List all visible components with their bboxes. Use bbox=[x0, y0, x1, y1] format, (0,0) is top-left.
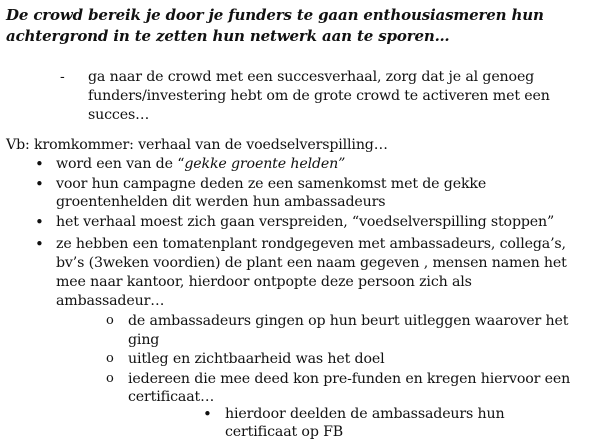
dash-item-line-1: ga naar de crowd met een succesverhaal, zorg dat je al genoeg bbox=[88, 69, 535, 85]
bullet-marker: • bbox=[35, 175, 44, 193]
sub-item-2-line-1: uitleg en zichtbaarheid was het doel bbox=[128, 351, 385, 367]
bullet-2-line-1: voor hun campagne deden ze een samenkomst met de gekke bbox=[56, 176, 487, 192]
bullet-4-line-4: ambassadeur… bbox=[56, 293, 165, 309]
dash-item-line-2: funders/investering hebt om de grote crowd te activeren met een bbox=[88, 88, 550, 104]
sub-sub-item-line-1: hierdoor deelden de ambassadeurs hun bbox=[225, 406, 505, 422]
bullet-marker: • bbox=[35, 213, 44, 231]
dash-item-line-3: succes… bbox=[88, 107, 150, 123]
heading-line-2: achtergrond in te zetten hun netwerk aan te sporen… bbox=[6, 27, 450, 45]
sub-item-1-line-2: ging bbox=[128, 332, 160, 348]
sub-sub-item-line-2: certificaat op FB bbox=[225, 424, 344, 440]
bullet-1-prefix: word een van de “ bbox=[56, 156, 185, 172]
bullet-2-line-2: groentenhelden dit werden hun ambassadeurs bbox=[56, 194, 386, 210]
bullet-4-line-3: mee naar kantoor, hierdoor ontpopte deze persoon zich als bbox=[56, 274, 472, 290]
sub-item-marker: o bbox=[106, 351, 114, 366]
bullet-marker: • bbox=[35, 235, 44, 253]
sub-item-1-line-1: de ambassadeurs gingen op hun beurt uitleggen waarover het bbox=[128, 313, 569, 329]
bullet-4-line-1: ze hebben een tomatenplant rondgegeven met ambassadeurs, collega’s, bbox=[56, 236, 566, 252]
sub-item-3-line-2: certificaat… bbox=[128, 389, 215, 405]
sub-item-marker: o bbox=[106, 313, 114, 328]
sub-item-3-line-1: iedereen die mee deed kon pre-funden en kregen hiervoor een bbox=[128, 371, 571, 387]
bullet-4-line-2: bv’s (3weken voordien) de plant een naam gegeven , mensen namen het bbox=[56, 255, 567, 271]
heading-line-1: De crowd bereik je door je funders te gaan enthousiasmeren hun bbox=[6, 6, 544, 24]
bullet-1-emphasis: gekke groente helden” bbox=[184, 156, 346, 172]
sub-sub-item-marker: • bbox=[203, 405, 212, 423]
dash-marker: - bbox=[60, 69, 65, 85]
example-title: Vb: kromkommer: verhaal van de voedselverspilling… bbox=[6, 137, 388, 153]
bullet-3-line-1: het verhaal moest zich gaan verspreiden, “voedselverspilling stoppen” bbox=[56, 214, 555, 230]
bullet-marker: • bbox=[35, 155, 44, 173]
sub-item-marker: o bbox=[106, 371, 114, 386]
bullet-1-line-1 bbox=[56, 154, 345, 174]
